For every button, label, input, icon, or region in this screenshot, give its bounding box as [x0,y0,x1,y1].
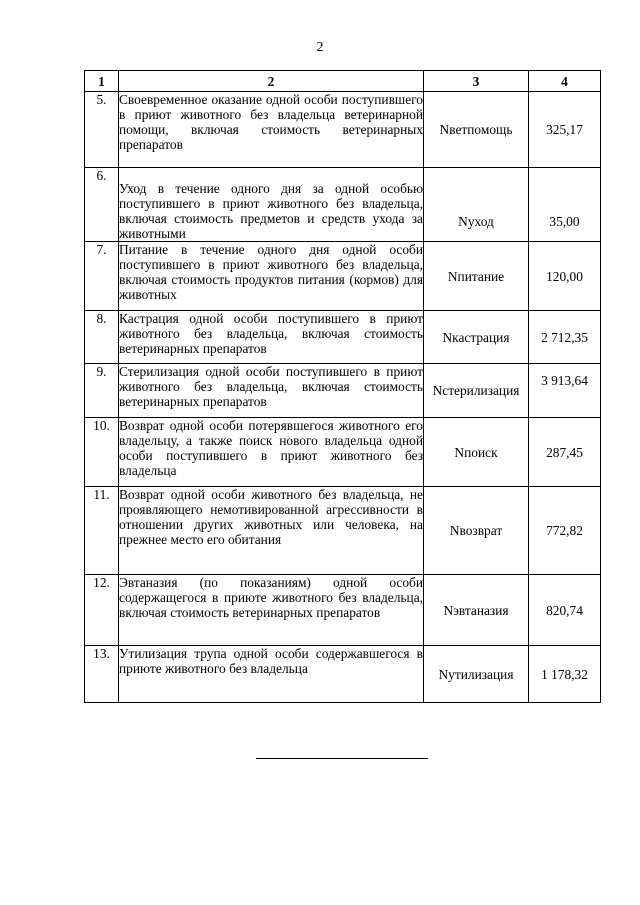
row-value: 2 712,35 [529,311,601,364]
table-row [85,364,601,418]
row-description: Стерилизация одной особи поступившего в приют животного без владельца, включая стоимость ветеринарных препаратов [119,364,424,418]
header-col-4: 4 [529,71,601,92]
table-row [85,242,601,311]
row-number: 10. [85,418,119,487]
table-row [85,487,601,575]
row-number: 6. [85,168,119,242]
row-value: 772,82 [529,487,601,575]
row-norm-code: Nэвтаназия [424,575,529,646]
header-col-1: 1 [85,71,119,92]
norms-table [84,70,601,703]
table-row [85,418,601,487]
row-number: 5. [85,92,119,168]
row-value: 3 913,64 [529,364,601,418]
row-number: 9. [85,364,119,418]
row-norm-code: Nуход [424,168,529,242]
table-row [85,168,601,242]
row-norm-code: Nутилизация [424,646,529,703]
row-number: 7. [85,242,119,311]
row-description: Эвтаназия (по показаниям) одной особи содержащегося в приюте животного без владельца, включая стоимость ветеринарных препаратов [119,575,424,646]
row-norm-code: Nкастрация [424,311,529,364]
row-norm-code: Nветпомощь [424,92,529,168]
row-value: 120,00 [529,242,601,311]
row-value: 287,45 [529,418,601,487]
row-number: 8. [85,311,119,364]
end-of-document-rule [256,758,428,759]
row-description: Уход в течение одного дня за одной особью поступившего в приют животного без владельца, включая стоимость предметов и средств ухода за животными [119,168,424,242]
row-value: 35,00 [529,168,601,242]
row-norm-code: Nстерилизация [424,364,529,418]
row-value: 820,74 [529,575,601,646]
row-number: 11. [85,487,119,575]
row-description: Возврат одной особи потерявшегося животного его владельцу, а также поиск нового владельца одной особи поступившего в приют животного без владельца [119,418,424,487]
header-col-3: 3 [424,71,529,92]
row-description: Питание в течение одного дня одной особи поступившего в приют животного без владельца, включая стоимость продуктов питания (кормов) для животных [119,242,424,311]
row-norm-code: Nвозврат [424,487,529,575]
table-header-row [85,71,601,92]
row-number: 12. [85,575,119,646]
row-description: Возврат одной особи животного без владельца, не проявляющего немотивированной агрессивности в отношении других животных или человека, на прежнее место его обитания [119,487,424,575]
row-norm-code: Nпитание [424,242,529,311]
table-row [85,646,601,703]
row-norm-code: Nпоиск [424,418,529,487]
table-row [85,92,601,168]
page-number: 2 [316,40,324,55]
row-value: 325,17 [529,92,601,168]
table-row [85,311,601,364]
row-number: 13. [85,646,119,703]
row-description: Своевременное оказание одной особи поступившего в приют животного без владельца ветеринарной помощи, включая стоимость ветеринарных препаратов [119,92,424,168]
row-description: Кастрация одной особи поступившего в приют животного без владельца, включая стоимость ветеринарных препаратов [119,311,424,364]
header-col-2: 2 [119,71,424,92]
row-value: 1 178,32 [529,646,601,703]
row-description: Утилизация трупа одной особи содержавшегося в приюте животного без владельца [119,646,424,703]
table-row [85,575,601,646]
